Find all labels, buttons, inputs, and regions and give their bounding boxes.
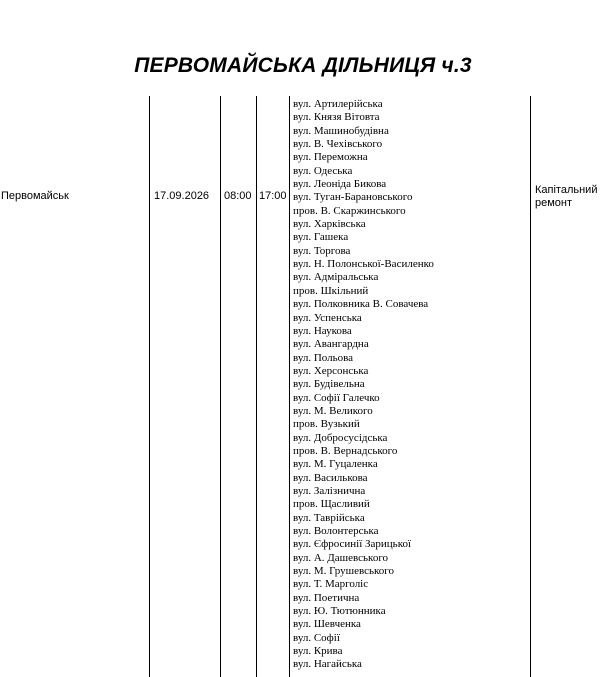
street-item: вул. Єфросинії Зарицької <box>293 538 412 551</box>
street-item: вул. Херсонська <box>293 364 369 377</box>
street-item: вул. А. Дашевського <box>293 551 389 564</box>
settlement-cell: Первомайськ <box>1 190 69 202</box>
street-item: вул. Торгова <box>293 244 351 257</box>
street-item: вул. Одеська <box>293 164 353 177</box>
street-item: пров. Вузький <box>293 418 360 431</box>
street-item: вул. Софії <box>293 631 340 644</box>
street-item: вул. Таврійська <box>293 511 365 524</box>
street-item: вул. В. Чехівського <box>293 138 383 151</box>
date-cell: 17.09.2026 <box>154 190 210 202</box>
street-item: вул. Нагайська <box>293 658 362 671</box>
street-item: вул. Добросусідська <box>293 431 388 444</box>
street-item: вул. Адміральська <box>293 271 379 284</box>
work-type-line: Капітальний <box>535 184 598 196</box>
street-item: вул. Наукова <box>293 324 352 337</box>
street-item: вул. Полковника В. Совачева <box>293 298 429 311</box>
street-item: вул. Ю. Тютюнника <box>293 605 386 618</box>
column-divider <box>530 96 531 677</box>
street-item: вул. Успенська <box>293 311 362 324</box>
street-item: вул. Харківська <box>293 218 366 231</box>
page-title: ПЕРВОМАЙСЬКА ДІЛЬНИЦЯ ч.3 <box>134 54 472 77</box>
street-item: вул. Туган-Барановського <box>293 191 413 204</box>
street-item: вул. Леоніда Бикова <box>293 178 387 191</box>
column-divider <box>256 96 257 677</box>
street-item: вул. М. Великого <box>293 404 373 417</box>
street-item: пров. Щасливий <box>293 498 370 511</box>
street-item: вул. М. Гуцаленка <box>293 458 378 471</box>
column-divider <box>289 96 290 677</box>
street-item: вул. Волонтерська <box>293 525 379 537</box>
column-divider <box>220 96 221 677</box>
street-item: вул. Будівельна <box>293 378 365 391</box>
street-item: вул. Артилерійська <box>293 98 383 110</box>
street-item: вул. Гашека <box>293 231 349 244</box>
street-item: вул. Князя Вітовта <box>293 111 380 124</box>
street-item: вул. Н. Полонської-Василенко <box>293 258 434 271</box>
work-type-line: ремонт <box>535 197 573 209</box>
street-item: вул. Залізнична <box>293 484 366 497</box>
street-item: вул. Польова <box>293 351 354 364</box>
street-list <box>293 98 434 672</box>
street-item: вул. Поетична <box>293 591 360 604</box>
street-item: вул. Авангардна <box>293 338 369 351</box>
street-item: вул. Т. Марголіс <box>293 578 369 591</box>
street-item: вул. Василькова <box>293 471 368 484</box>
work-type-cell <box>535 184 605 210</box>
time-end-cell: 17:00 <box>259 190 287 202</box>
street-item: вул. Шевченка <box>293 618 361 631</box>
street-item: вул. Переможна <box>293 151 368 164</box>
street-item: пров. В. Скаржинського <box>293 204 406 217</box>
street-item: вул. Софії Галечко <box>293 391 380 404</box>
schedule-table <box>0 96 606 677</box>
street-item: пров. Шкільний <box>293 284 369 297</box>
time-start-cell: 08:00 <box>224 190 252 202</box>
street-item: вул. Машинобудівна <box>293 124 389 137</box>
street-item: вул. М. Грушевського <box>293 565 395 578</box>
column-divider <box>149 96 150 677</box>
street-item: вул. Крива <box>293 645 343 658</box>
street-item: пров. В. Вернадського <box>293 444 398 457</box>
